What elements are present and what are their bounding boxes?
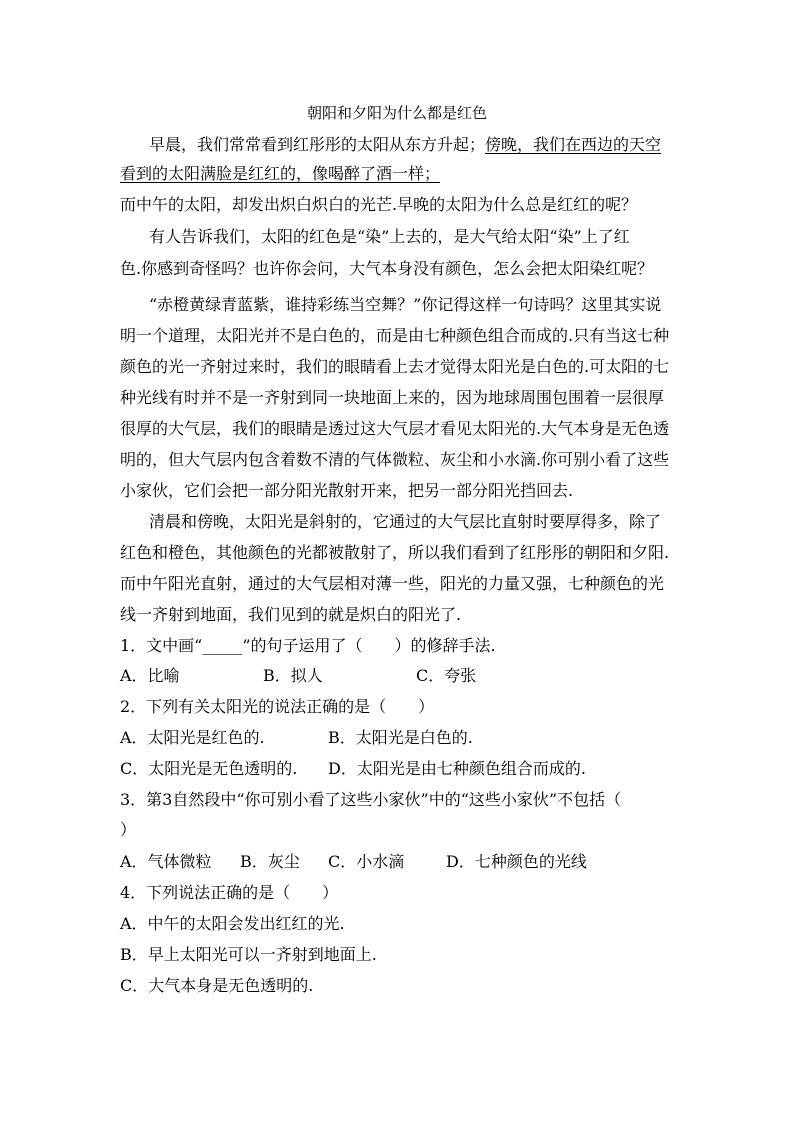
- text-span: 早晨，我们常常看到红彤彤的太阳从东方升起；: [149, 135, 486, 154]
- paragraph-line: 颜色的光一齐射过来时，我们的眼睛看上去才觉得太阳光是白色的.可太阳的七: [120, 357, 670, 376]
- paragraph-line: 红色和橙色，其他颜色的光都被散射了，所以我们看到了红彤彤的朝阳和夕阳.: [120, 543, 670, 562]
- answer-option: A．比喻: [120, 666, 180, 685]
- paragraph-line: “赤橙黄绿青蓝紫，谁持彩练当空舞？”你记得这样一句诗吗？这里其实说: [149, 295, 662, 314]
- paragraph-line: [120, 161, 440, 187]
- answer-option: D．七种颜色的光线: [446, 852, 587, 871]
- question-stem-continued: ）: [120, 820, 137, 839]
- paragraph-line: 小家伙，它们会把一部分阳光散射开来，把另一部分阳光挡回去.: [120, 481, 574, 500]
- answer-option: A．气体微粒: [120, 852, 212, 871]
- paragraph-line: 种光线有时并不是一齐射到同一块地面上来的，因为地球周围包围着一层很厚: [120, 388, 665, 407]
- paragraph-line: 清晨和傍晚，太阳光是斜射的，它通过的大气层比直射时要厚得多，除了: [149, 512, 662, 531]
- underlined-sentence: 看到的太阳满脸是红红的，像喝醉了酒一样；: [120, 164, 441, 183]
- answer-option: A．中午的太阳会发出红红的光.: [120, 914, 345, 933]
- underlined-sentence: 傍晚，我们在西边的天空: [485, 135, 662, 154]
- question-stem: 1．文中画“_____”的句子运用了（ ）的修辞手法.: [120, 636, 496, 655]
- answer-option: C．小水滴: [328, 852, 405, 871]
- answer-option: A．太阳光是红色的.: [120, 728, 265, 747]
- paragraph-line: 明的，但大气层内包含着数不清的气体微粒、灰尘和小水滴.你可别小看了这些: [120, 450, 670, 469]
- paragraph-line: 很厚的大气层，我们的眼睛是透过这大气层才看见太阳光的.大气本身是无色透: [120, 419, 670, 438]
- paragraph-line: [149, 132, 661, 158]
- paragraph-line: 而中午的太阳，却发出炽白炽白的光芒.早晚的太阳为什么总是红红的呢？: [120, 195, 638, 214]
- answer-option: B．太阳光是白色的.: [328, 728, 473, 747]
- paragraph-line: 而中午阳光直射，通过的大气层相对薄一些，阳光的力量又强，七种颜色的光: [120, 574, 665, 593]
- question-stem: 4．下列说法正确的是（ ）: [120, 883, 339, 902]
- document-title: 朝阳和夕阳为什么都是红色: [306, 104, 487, 122]
- question-stem: 3．第3自然段中“你可别小看了这些小家伙”中的“这些小家伙”不包括（: [120, 790, 622, 809]
- answer-option: C．夸张: [416, 666, 477, 685]
- answer-option: B．拟人: [263, 666, 323, 685]
- answer-option: C．大气本身是无色透明的.: [120, 976, 314, 995]
- answer-option: C．太阳光是无色透明的.: [120, 759, 298, 778]
- paragraph-line: 色.你感到奇怪吗？也许你会问，大气本身没有颜色，怎么会把太阳染红呢？: [120, 259, 654, 278]
- paragraph-line: 有人告诉我们，太阳的红色是“染”上去的，是大气给太阳“染”上了红: [149, 227, 630, 246]
- paragraph-line: 明一个道理，太阳光并不是白色的，而是由七种颜色组合而成的.只有当这七种: [120, 326, 670, 345]
- answer-option: D．太阳光是由七种颜色组合而成的.: [328, 759, 586, 778]
- paragraph-line: 线一齐射到地面，我们见到的就是炽白的阳光了.: [120, 605, 462, 624]
- answer-option: B．早上太阳光可以一齐射到地面上.: [120, 945, 377, 964]
- question-stem: 2．下列有关太阳光的说法正确的是（ ）: [120, 697, 435, 716]
- answer-option: B．灰尘: [240, 852, 300, 871]
